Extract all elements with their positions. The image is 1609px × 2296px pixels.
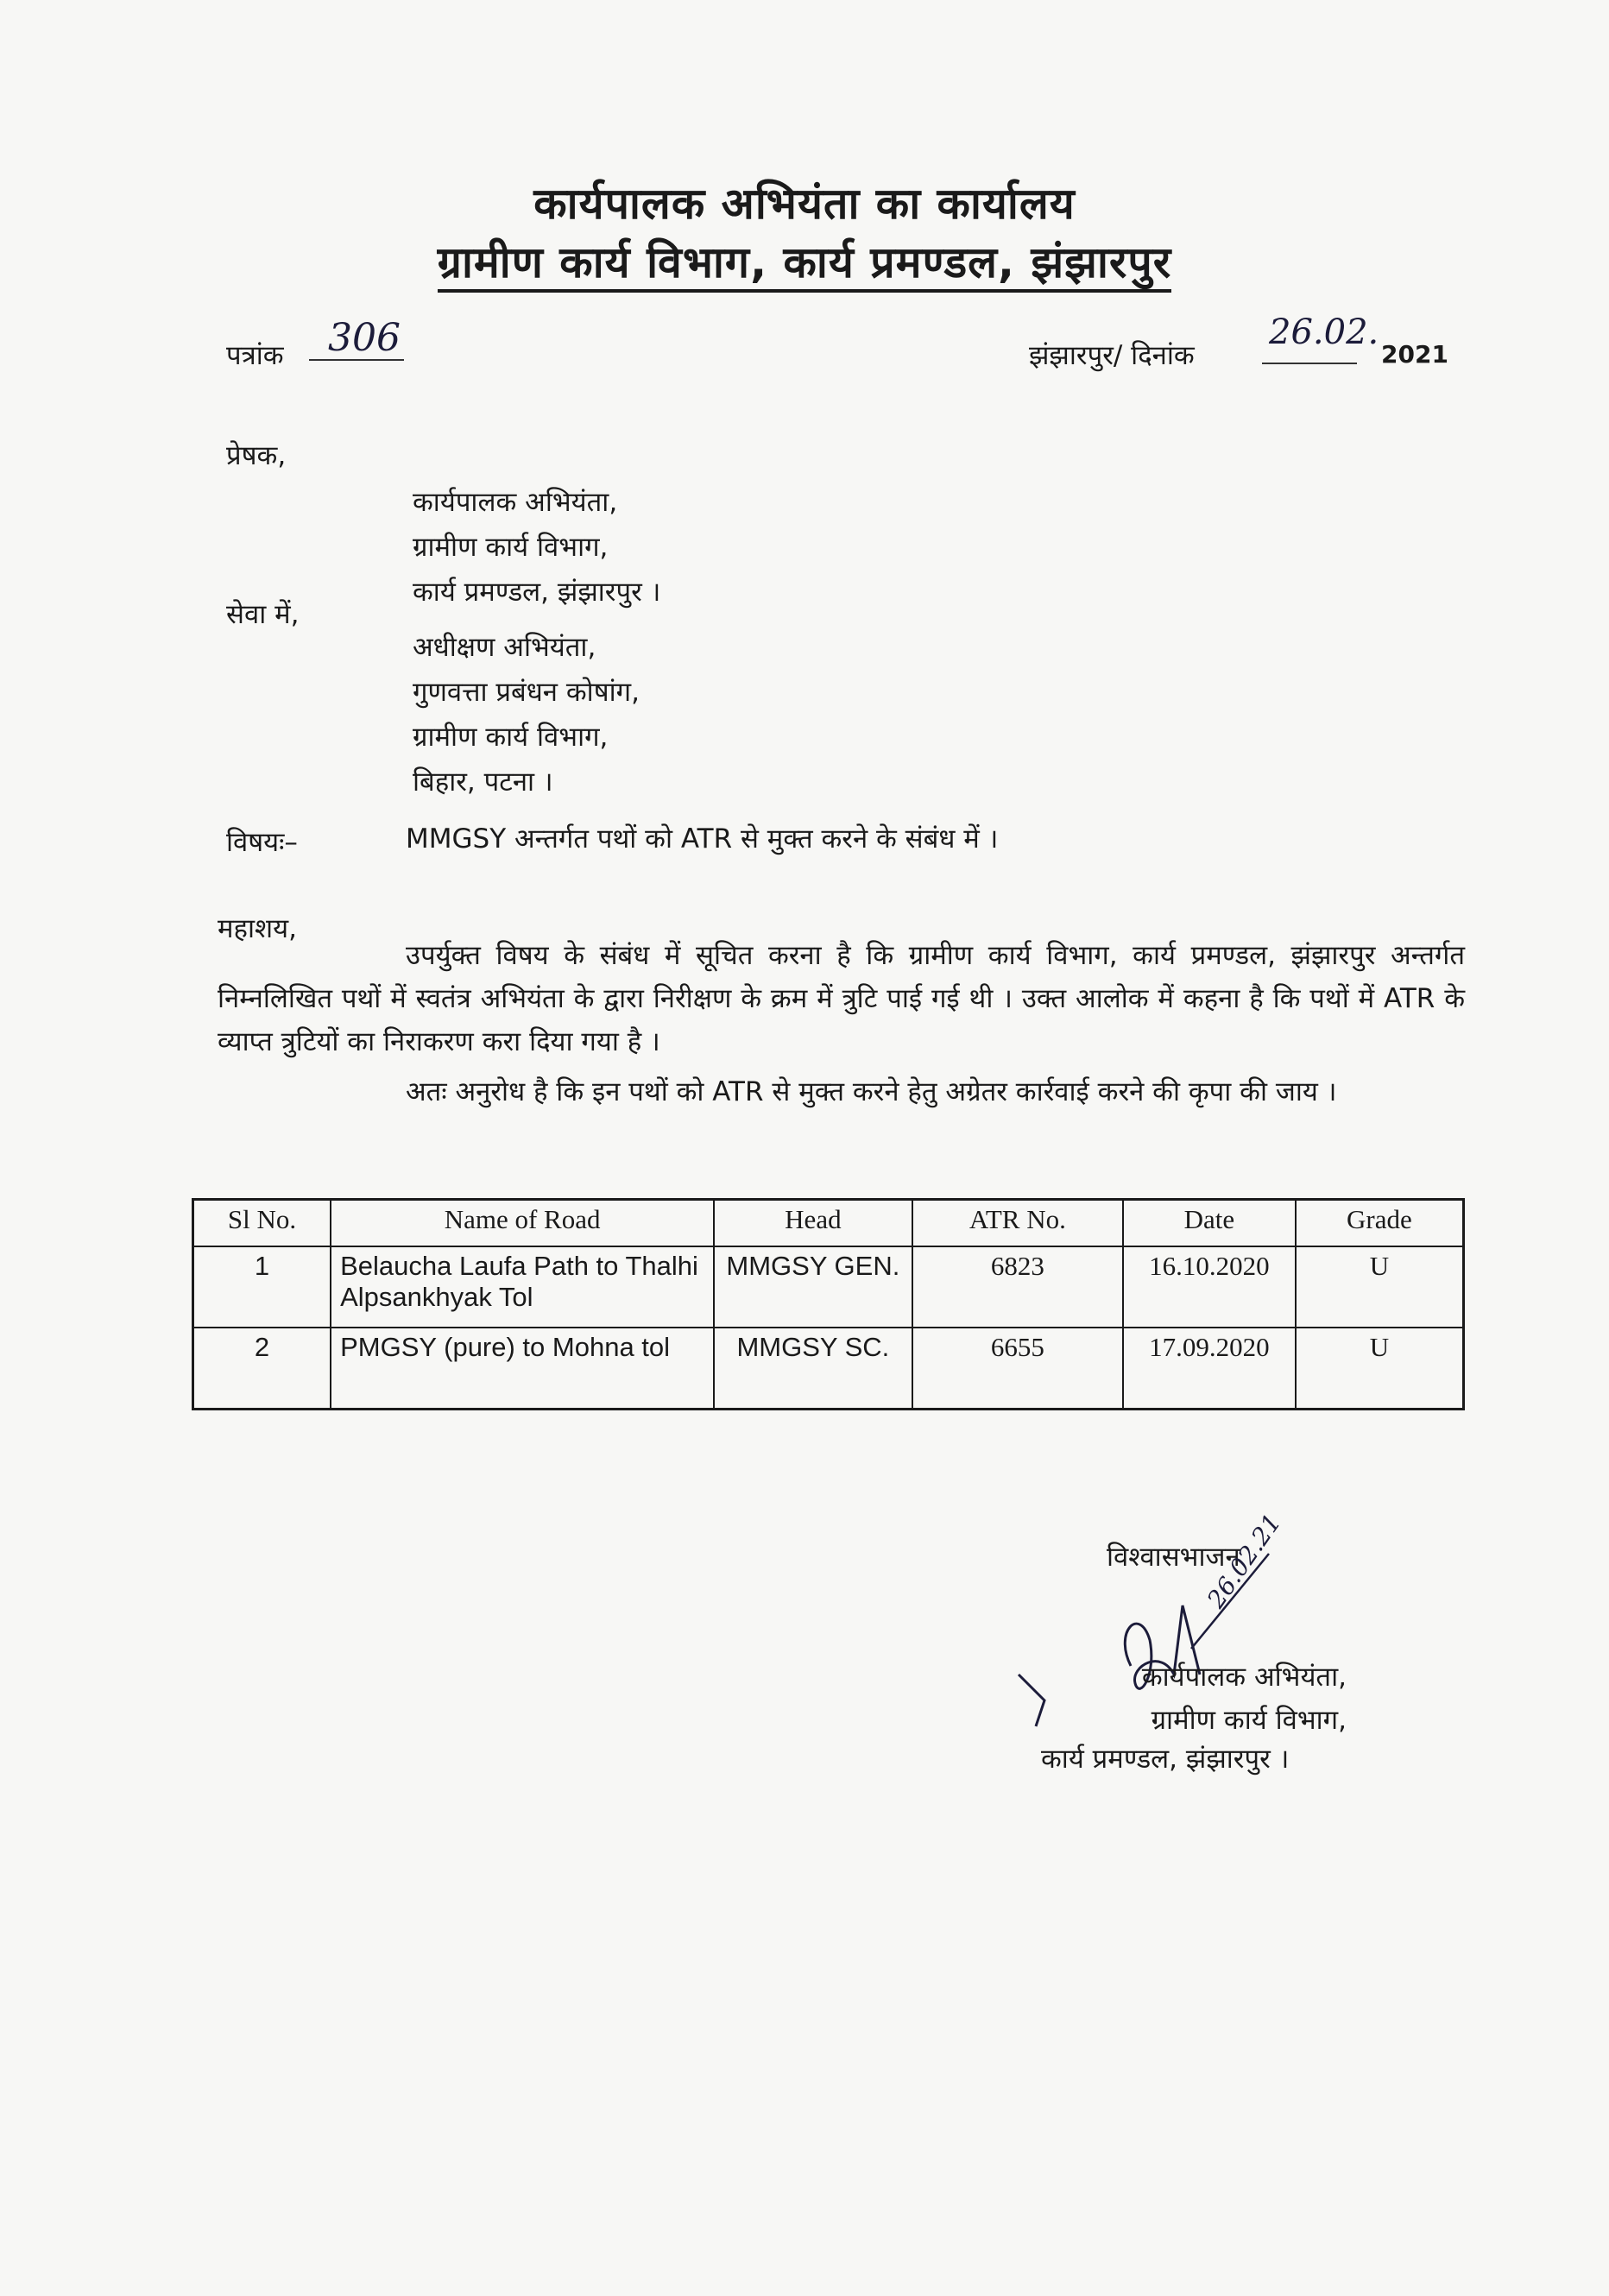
cell-grade: U (1296, 1246, 1464, 1328)
salutation: महाशय, (218, 913, 297, 944)
table-row (193, 1328, 1464, 1410)
cell-head: MMGSY GEN. (714, 1246, 912, 1328)
cell-atr: 6823 (912, 1246, 1123, 1328)
body-paragraph-1: उपर्युक्त विषय के संबंध में सूचित करना है कि ग्रामीण कार्य विभाग, कार्य प्रमण्डल, झंझारपुर अन्तर्गत निम्नलिखित पथों में स्वतंत्र अभियंता के द्वारा निरीक्षण के क्रम में त्रुटि पाई गई थी । उक्त आलोक में कहना है कि पथों में ATR के व्याप्त त्रुटियों का निराकरण करा दिया गया है । (218, 940, 1465, 1057)
body-paragraph-2: अतः अनुरोध है कि इन पथों को ATR से मुक्त करने हेतु अग्रेतर कार्रवाई करने की कृपा की जाय । (406, 1076, 1337, 1107)
sender-label: प्रेषक, (226, 440, 287, 471)
office-title: कार्यपालक अभियंता का कार्यालय (533, 179, 1076, 229)
cell-sl: 2 (193, 1328, 331, 1410)
date-handwritten: 26.02. (1269, 312, 1379, 352)
office-subtitle (0, 231, 1609, 290)
col-header-sl: Sl No. (193, 1200, 331, 1247)
letter-no-label: पत्रांक (226, 340, 284, 371)
recipient-label: सेवा में, (226, 599, 300, 630)
signatory-line: ग्रामीण कार्य विभाग, (1151, 1705, 1347, 1736)
col-header-road: Name of Road (331, 1200, 714, 1247)
recipient-line: ग्रामीण कार्य विभाग, (413, 722, 609, 753)
col-header-grade: Grade (1296, 1200, 1464, 1247)
col-header-head: Head (714, 1200, 912, 1247)
subject-text: MMGSY अन्तर्गत पथों को ATR से मुक्त करने के संबंध में । (406, 823, 999, 855)
col-header-date: Date (1123, 1200, 1296, 1247)
cell-date: 16.10.2020 (1123, 1246, 1296, 1328)
date-underline (1262, 363, 1357, 364)
roads-table (192, 1198, 1465, 1410)
sender-line: कार्यपालक अभियंता, (413, 487, 618, 518)
cell-road: PMGSY (pure) to Mohna tol (331, 1328, 714, 1410)
signatory-block (1062, 1656, 1347, 1742)
sender-line: ग्रामीण कार्य विभाग, (413, 532, 609, 563)
signatory-line: कार्य प्रमण्डल, झंझारपुर । (1041, 1744, 1290, 1775)
closing-text: विश्वासभाजन (1107, 1542, 1240, 1573)
recipient-line: बिहार, पटना । (413, 766, 553, 798)
office-subtitle-text: ग्रामीण कार्य विभाग, कार्य प्रमण्डल, झंझारपुर (438, 237, 1171, 293)
signature-date: 26.02.21 (1202, 1508, 1287, 1613)
cell-grade: U (1296, 1328, 1464, 1410)
signatory-line: कार्यपालक अभियंता, (1141, 1662, 1347, 1693)
subject-label: विषयः– (226, 827, 298, 858)
date-label: झंझारपुर/ दिनांक (1029, 340, 1195, 371)
cell-atr: 6655 (912, 1328, 1123, 1410)
recipient-block (413, 625, 640, 804)
cell-head: MMGSY SC. (714, 1328, 912, 1410)
recipient-line: अधीक्षण अभियंता, (413, 632, 596, 663)
cell-road: Belaucha Laufa Path to Thalhi Alpsankhyak Tol (331, 1246, 714, 1328)
table-header-row (193, 1200, 1464, 1247)
sender-line: कार्य प्रमण्डल, झंझारपुर । (413, 577, 661, 608)
table-row (193, 1246, 1464, 1328)
cell-date: 17.09.2020 (1123, 1328, 1296, 1410)
sender-block (413, 480, 660, 615)
cell-sl: 1 (193, 1246, 331, 1328)
date-year: 2021 (1381, 340, 1448, 369)
col-header-atr: ATR No. (912, 1200, 1123, 1247)
recipient-line: गुणवत्ता प्रबंधन कोषांग, (413, 677, 640, 708)
letter-no-value: 306 (328, 316, 401, 360)
